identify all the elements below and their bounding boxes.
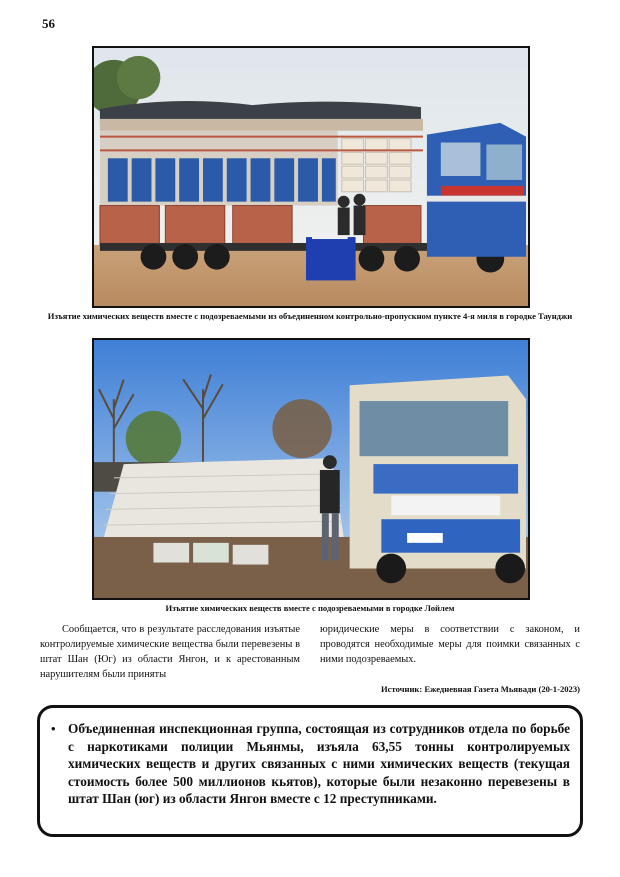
photo-caption-2: Изъятие химических веществ вместе с подозреваемыми в городке Лойлем <box>165 603 455 613</box>
photo-caption-1: Изъятие химических веществ вместе с подозреваемыми из объединенном контрольно-пропускном пункте 4-я миля в городке Таунджи <box>47 311 573 321</box>
summary-box <box>37 705 583 837</box>
article-right-column: юридические меры в соответствии с законом, и проводятся необходимые меры для поимки связанных с ними подозреваемых. <box>320 624 580 665</box>
summary-list <box>51 720 570 808</box>
photo-sacks-loilem <box>92 338 530 600</box>
article-source: Источник: Ежедневная Газета Мьявади (20-1-2023) <box>380 684 580 694</box>
photo-truck-checkpoint <box>92 46 530 308</box>
page-number: 56 <box>42 16 55 31</box>
summary-item <box>51 720 570 808</box>
summary-text: Объединенная инспекционная группа, состоящая из сотрудников отдела по борьбе с наркотиками полиции Мьянмы, изъяла 63,55 тонны контролируемых химических веществ и других связанных с ними химических веществ (текущая стоимость более 500 миллионов кьятов), которые были незаконно перевезены в штат Шан (юг) из области Янгон вместе с 12 преступниками. <box>68 721 570 806</box>
article-left-column: Сообщается, что в результате расследования изъятые контролируемые химические вещества были перевезены в штат Шан (Юг) из области Янгон, и к арестованным нарушителям были приняты <box>40 624 300 680</box>
bullet-icon: • <box>51 721 56 736</box>
